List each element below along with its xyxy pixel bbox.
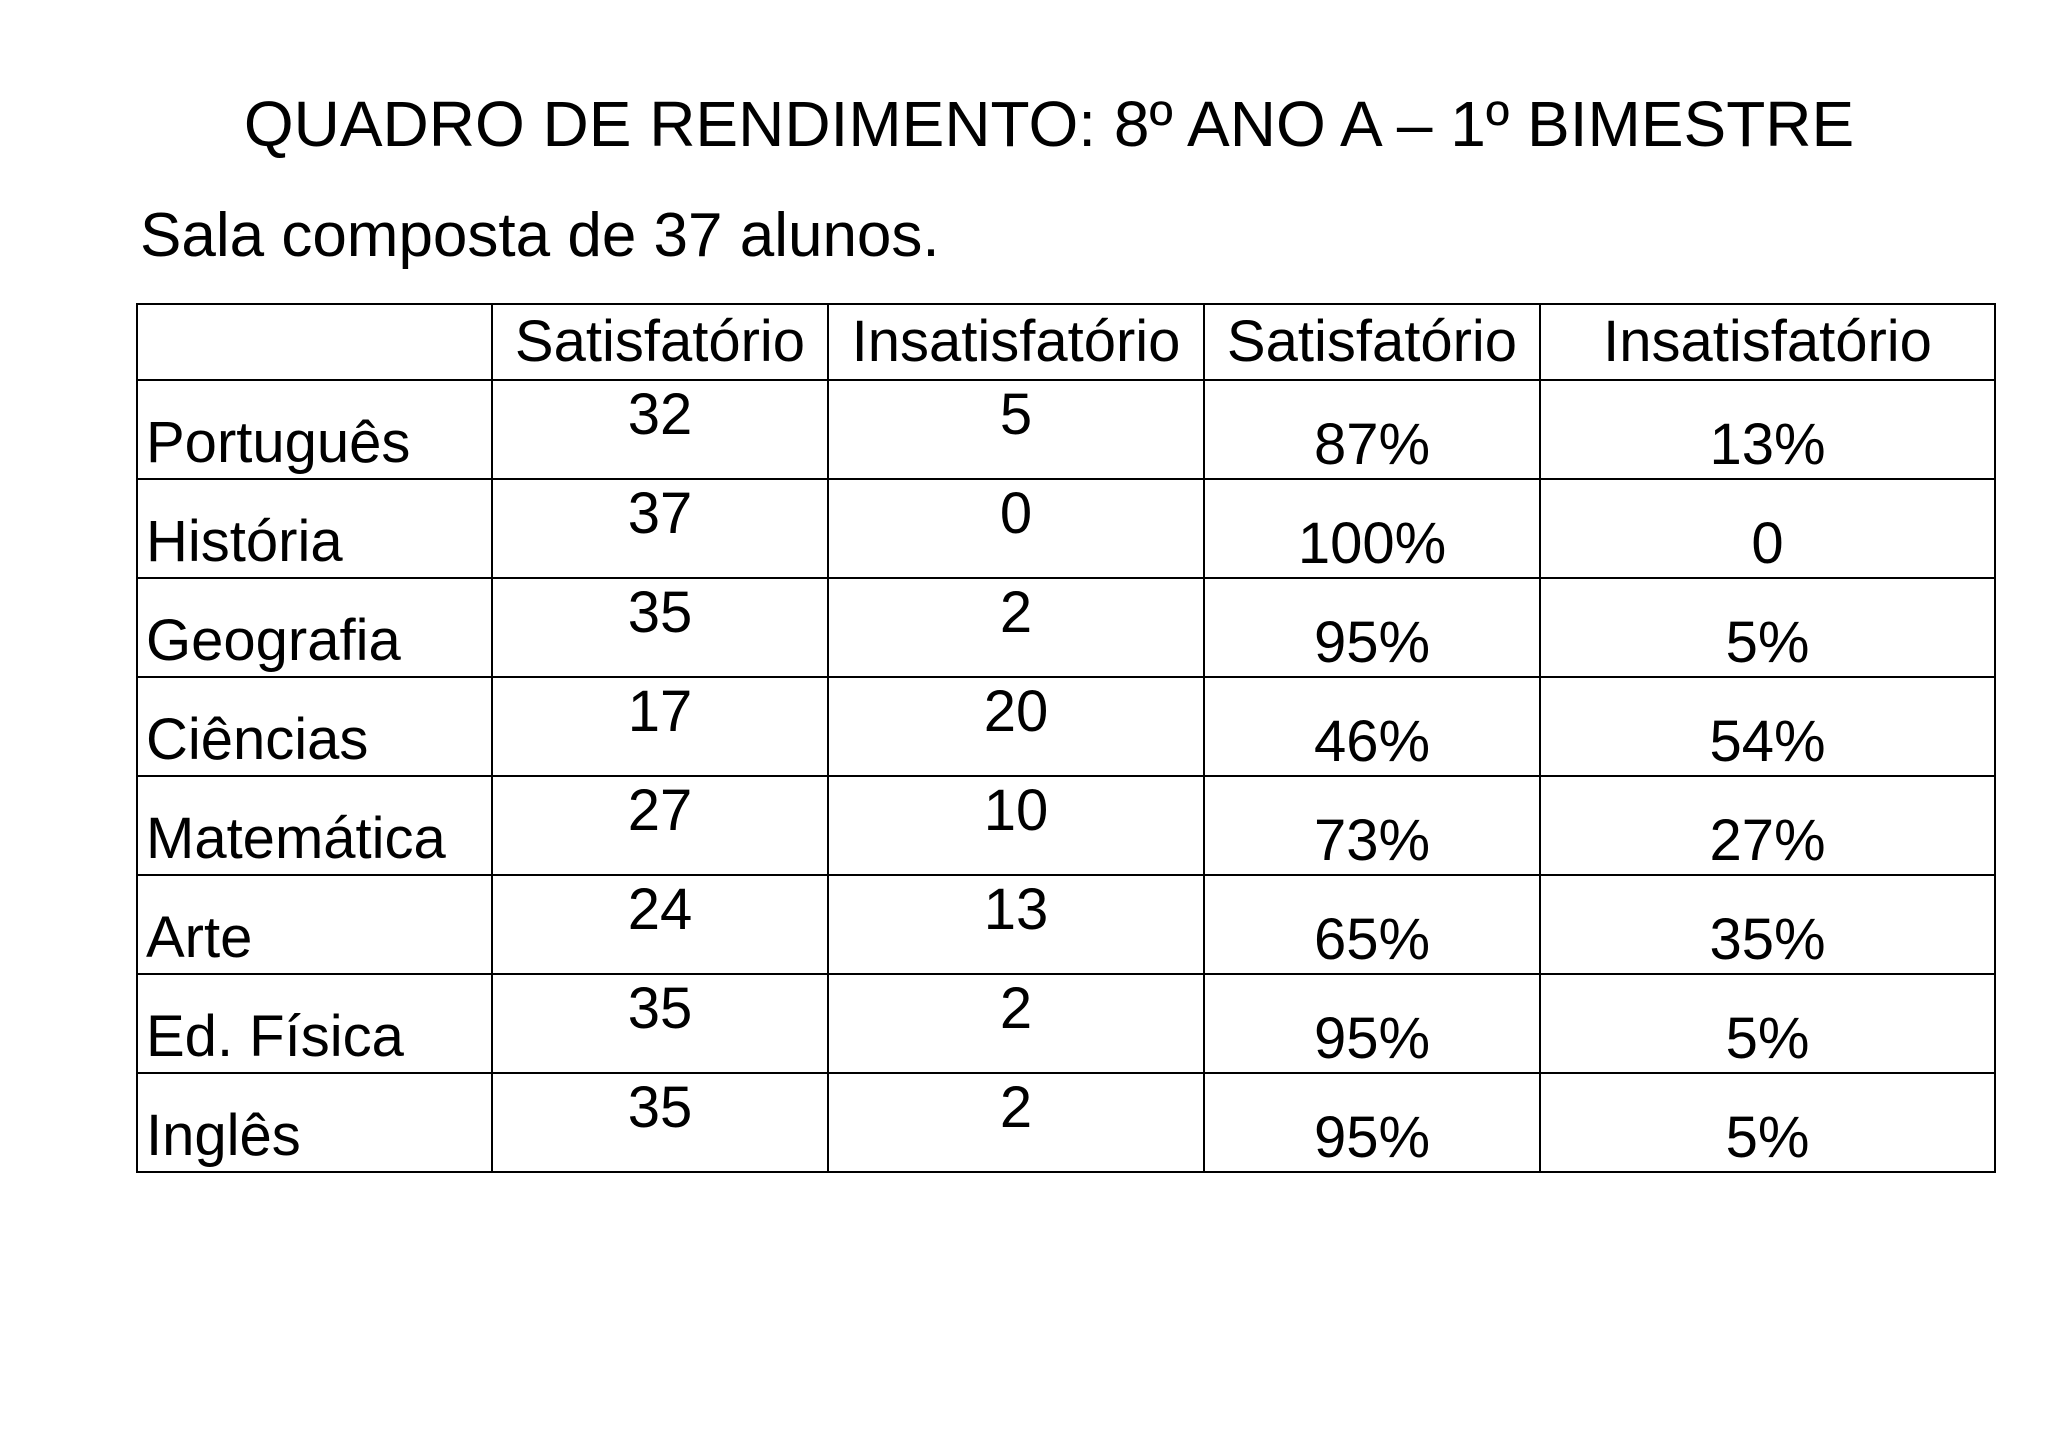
insatisfatorio-count-cell: 10 [828, 776, 1204, 875]
insatisfatorio-count-cell: 5 [828, 380, 1204, 479]
satisfatorio-count-cell: 32 [492, 380, 828, 479]
insatisfatorio-pct-cell: 27% [1540, 776, 1995, 875]
satisfatorio-pct-cell: 95% [1204, 578, 1540, 677]
subject-cell: Geografia [137, 578, 492, 677]
subject-cell: Ciências [137, 677, 492, 776]
insatisfatorio-pct-cell: 35% [1540, 875, 1995, 974]
insatisfatorio-pct-cell: 54% [1540, 677, 1995, 776]
satisfatorio-pct-cell: 87% [1204, 380, 1540, 479]
table-row [137, 380, 1995, 479]
subject-cell: Matemática [137, 776, 492, 875]
table-row [137, 1073, 1995, 1172]
table-row [137, 578, 1995, 677]
document-subtitle: Sala composta de 37 alunos. [140, 201, 940, 270]
satisfatorio-count-cell: 35 [492, 974, 828, 1073]
insatisfatorio-count-cell: 13 [828, 875, 1204, 974]
header-cell-satisfatorio-pct: Satisfatório [1204, 304, 1540, 380]
insatisfatorio-count-cell: 20 [828, 677, 1204, 776]
header-cell-subject [137, 304, 492, 380]
insatisfatorio-pct-cell: 5% [1540, 1073, 1995, 1172]
subject-cell: Ed. Física [137, 974, 492, 1073]
header-cell-insatisfatorio: Insatisfatório [828, 304, 1204, 380]
document-title: QUADRO DE RENDIMENTO: 8º ANO A – 1º BIMESTRE [243, 88, 1855, 160]
satisfatorio-pct-cell: 73% [1204, 776, 1540, 875]
satisfatorio-count-cell: 24 [492, 875, 828, 974]
satisfatorio-count-cell: 35 [492, 1073, 828, 1172]
table-header-row [137, 304, 1995, 380]
satisfatorio-pct-cell: 65% [1204, 875, 1540, 974]
subject-cell: História [137, 479, 492, 578]
insatisfatorio-pct-cell: 13% [1540, 380, 1995, 479]
subject-cell: Português [137, 380, 492, 479]
header-cell-insatisfatorio-pct: Insatisfatório [1540, 304, 1995, 380]
table-row [137, 974, 1995, 1073]
insatisfatorio-count-cell: 0 [828, 479, 1204, 578]
subject-cell: Arte [137, 875, 492, 974]
satisfatorio-pct-cell: 46% [1204, 677, 1540, 776]
insatisfatorio-count-cell: 2 [828, 578, 1204, 677]
table-row [137, 875, 1995, 974]
table-row [137, 677, 1995, 776]
insatisfatorio-pct-cell: 0 [1540, 479, 1995, 578]
satisfatorio-pct-cell: 100% [1204, 479, 1540, 578]
satisfatorio-count-cell: 37 [492, 479, 828, 578]
subject-cell: Inglês [137, 1073, 492, 1172]
satisfatorio-count-cell: 27 [492, 776, 828, 875]
table-row [137, 776, 1995, 875]
satisfatorio-count-cell: 35 [492, 578, 828, 677]
insatisfatorio-pct-cell: 5% [1540, 578, 1995, 677]
insatisfatorio-pct-cell: 5% [1540, 974, 1995, 1073]
satisfatorio-pct-cell: 95% [1204, 1073, 1540, 1172]
insatisfatorio-count-cell: 2 [828, 1073, 1204, 1172]
table-row [137, 479, 1995, 578]
grade-table [136, 303, 1996, 1173]
insatisfatorio-count-cell: 2 [828, 974, 1204, 1073]
satisfatorio-count-cell: 17 [492, 677, 828, 776]
satisfatorio-pct-cell: 95% [1204, 974, 1540, 1073]
header-cell-satisfatorio: Satisfatório [492, 304, 828, 380]
